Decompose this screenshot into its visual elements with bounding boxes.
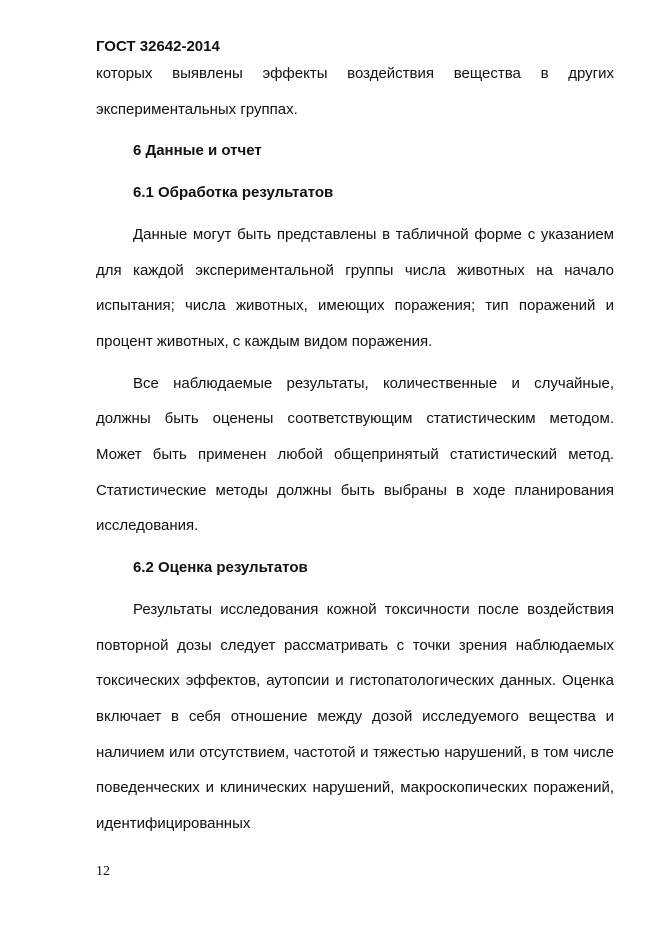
paragraph-continuation: которых выявлены эффекты воздействия вещества в других экспериментальных группах. — [96, 65, 614, 118]
section-6-1-heading: 6.1 Обработка результатов — [133, 184, 334, 202]
document-body — [96, 56, 614, 842]
document-header-standard-number: ГОСТ 32642-2014 — [96, 38, 220, 55]
paragraph-results-evaluation: Результаты исследования кожной токсичности после воздействия повторной дозы следует рассматривать с точки зрения наблюдаемых токсических эффектов, аутопсии и гистопатологических данных. Оценка включает в себя отношение между дозой исследуемого вещества и наличием или отсутствием, частотой и тяжестью нарушений, в том числе поведенческих и клинических нарушений, макроскопических поражений, идентифицированных — [96, 600, 614, 833]
section-6-heading: 6 Данные и отчет — [133, 142, 262, 160]
section-6-2-heading: 6.2 Оценка результатов — [133, 559, 308, 577]
paragraph-statistical-methods: Все наблюдаемые результаты, количественные и случайные, должны быть оценены соответствующим статистическим методом. Может быть применен любой общепринятый статистический метод. Статистические методы должны быть выбраны в ходе планирования исследования. — [96, 374, 614, 535]
page-number: 12 — [96, 864, 110, 879]
paragraph-data-presentation: Данные могут быть представлены в табличной форме с указанием для каждой экспериментальной группы числа животных на начало испытания; числа животных, имеющих поражения; тип поражений и процент животных, с каждым видом поражения. — [96, 225, 614, 350]
